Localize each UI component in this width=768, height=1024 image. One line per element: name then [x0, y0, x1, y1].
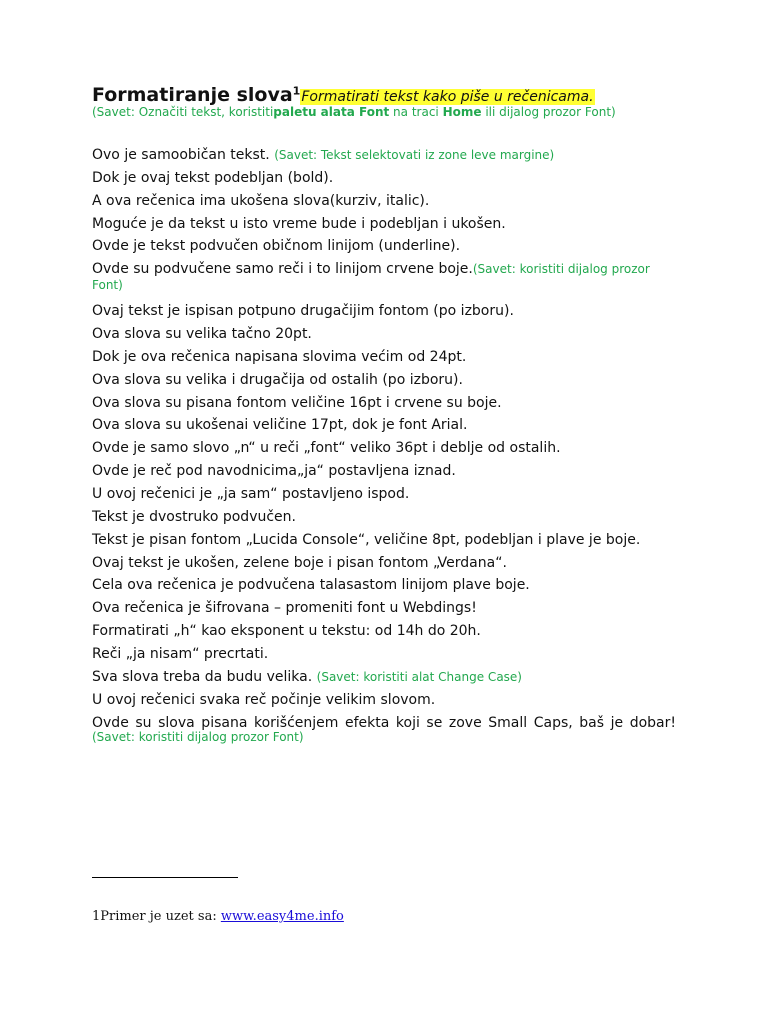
hint-text: (Savet: Označiti tekst, koristiti — [92, 105, 274, 119]
sentence-line: Ova slova su pisana fontom veličine 16pt i crvene su boje. — [92, 395, 502, 411]
sentence-line: Ova rečenica je šifrovana – promeniti font u Webdings! — [92, 600, 477, 616]
task-highlight: Formatirati tekst kako piše u rečenicama. — [301, 89, 594, 105]
sentence-line: U ovoj rečenici je „ja sam“ postavljeno ispod. — [92, 486, 410, 502]
sentence-line: A ova rečenica ima ukošena slova(kurziv, italic). — [92, 193, 430, 209]
footnote-link[interactable]: www.easy4me.info — [220, 909, 344, 924]
sentence-line: Ovde su slova pisana korišćenjem efekta koji se zove Small Caps, baš je dobar! — [92, 715, 676, 731]
footnote-reference: 1 — [292, 84, 301, 98]
sentence-line: Ova slova su ukošenai veličine 17pt, dok je font Arial. — [92, 417, 468, 433]
sentence-line: Sva slova treba da budu velika. (Savet: koristiti alat Change Case) — [92, 669, 522, 685]
sentence-line: Ovaj tekst je ispisan potpuno drugačijim fontom (po izboru). — [92, 303, 514, 319]
sentence-line: Dok je ova rečenica napisana slovima većim od 24pt. — [92, 349, 467, 365]
sentence-line: Ova slova su velika tačno 20pt. — [92, 326, 312, 342]
sentence-line: Cela ova rečenica je podvučena talasastom linijom plave boje. — [92, 577, 530, 593]
sentence-line: Moguće je da tekst u isto vreme bude i podebljan i ukošen. — [92, 216, 506, 232]
page-title: Formatiranje slova — [92, 84, 293, 106]
footnote — [92, 909, 344, 924]
hint-bold-palette: paletu alata Font — [273, 105, 390, 119]
title-line — [92, 84, 595, 106]
sentence-line: Ovo je samoobičan tekst. (Savet: Tekst selektovati iz zone leve margine) — [92, 147, 555, 163]
sentence-line: Tekst je pisan fontom „Lucida Console“, veličine 8pt, podebljan i plave je boje. — [92, 532, 641, 548]
footnote-text: Primer je uzet sa: — [100, 909, 221, 924]
inline-hint: (Savet: koristiti dijalog prozor Font) — [92, 730, 304, 744]
hint-text: ili dijalog prozor Font) — [481, 105, 616, 119]
sentence-line: Ova slova su velika i drugačija od ostalih (po izboru). — [92, 372, 463, 388]
sentence-line: U ovoj rečenici svaka reč počinje velikim slovom. — [92, 692, 436, 708]
inline-hint: (Savet: Tekst selektovati iz zone leve margine) — [274, 148, 555, 162]
footnote-number: 1 — [92, 909, 101, 924]
inline-hint: (Savet: koristiti dijalog prozor Font) — [92, 262, 650, 292]
sentence-line: Ovde je samo slovo „n“ u reči „font“ veliko 36pt i deblje od ostalih. — [92, 440, 561, 456]
sentence-line: Ovde je reč pod navodnicima„ja“ postavljena iznad. — [92, 463, 456, 479]
sentence-line: Formatirati „h“ kao eksponent u tekstu: od 14h do 20h. — [92, 623, 481, 639]
sentence-line: Ovaj tekst je ukošen, zelene boje i pisan fontom „Verdana“. — [92, 555, 507, 571]
general-hint — [92, 105, 616, 119]
hint-text: na traci — [389, 105, 443, 119]
sentence-line: Ovde je tekst podvučen običnom linijom (underline). — [92, 238, 461, 254]
sentence-line: Tekst je dvostruko podvučen. — [92, 509, 296, 525]
footnote-separator — [92, 877, 238, 878]
inline-hint: (Savet: koristiti alat Change Case) — [316, 670, 522, 684]
sentence-line: Reči „ja nisam“ precrtati. — [92, 646, 269, 662]
sentence-line: Dok je ovaj tekst podebljan (bold). — [92, 170, 334, 186]
hint-bold-home: Home — [442, 105, 482, 119]
sentence-line: Ovde su podvučene samo reči i to linijom crvene boje.(Savet: koristiti dijalog prozor Font) — [92, 261, 650, 292]
